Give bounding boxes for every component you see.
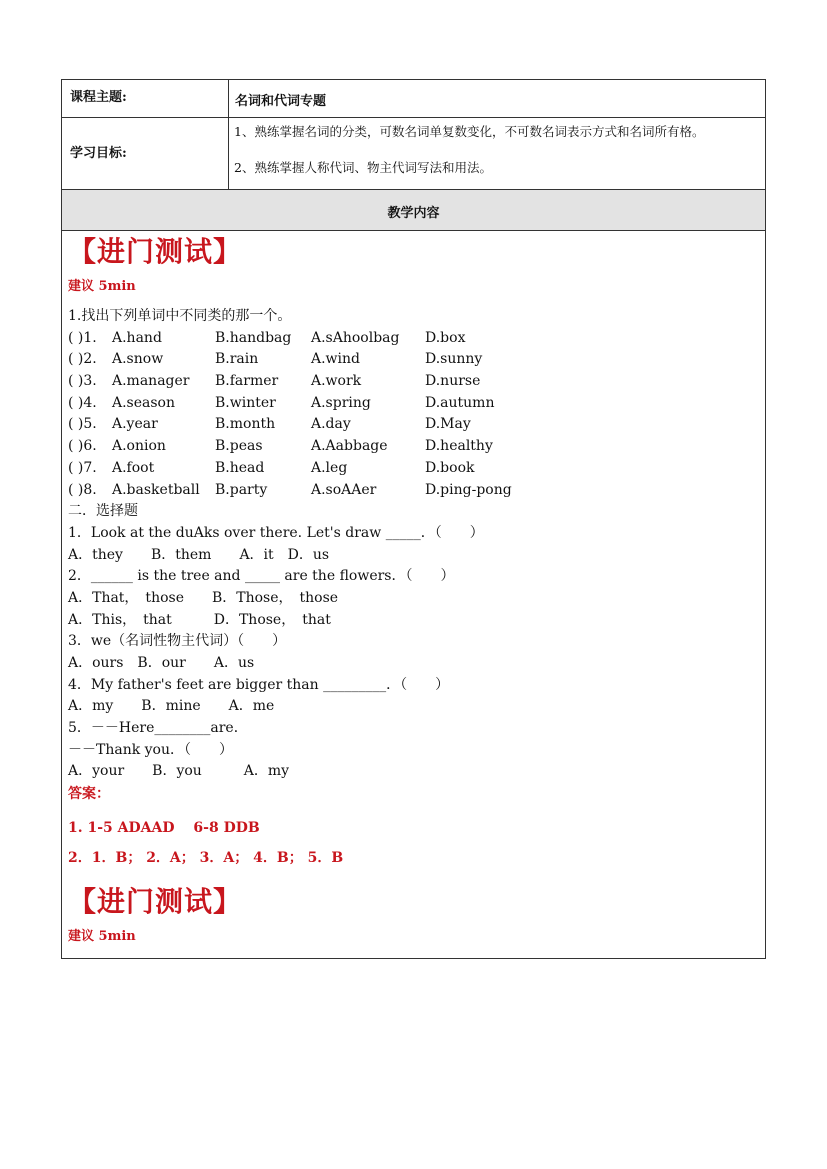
question-item: [68, 349, 761, 371]
option-d: D.nurse: [425, 373, 481, 390]
part2-title: 二．选择题: [68, 503, 138, 520]
option-d: D.May: [425, 416, 471, 433]
option-d: D.ping-pong: [425, 481, 512, 498]
option-b: B.peas: [215, 438, 263, 455]
option-c: A.soAAer: [311, 481, 377, 498]
question-item: [68, 436, 761, 458]
question-line: A．my B．mine A．me: [68, 698, 275, 715]
question-line: 5．－－Here________are．: [68, 720, 248, 737]
question-line: A．This， that D．Those， that: [68, 611, 331, 628]
option-b: B.head: [215, 459, 265, 476]
topic-label: 课程主题:: [70, 90, 127, 105]
part1-title: 1.找出下列单词中不同类的那一个。: [68, 308, 292, 324]
question-number: ( )8.: [68, 481, 97, 498]
answers-label: 答案：: [68, 786, 110, 803]
question-number: ( )1.: [68, 329, 97, 346]
option-b: B.month: [215, 416, 276, 433]
column-divider: [228, 80, 229, 190]
option-a: A.snow: [112, 351, 164, 368]
option-a: A.hand: [112, 329, 162, 346]
option-d: D.box: [425, 329, 466, 346]
option-b: B.handbag: [215, 329, 292, 346]
option-a: A.manager: [112, 373, 190, 390]
option-d: D.autumn: [425, 394, 495, 411]
question-line: 1．Look at the duAks over there. Let's draw _____．（ ）: [68, 524, 484, 541]
suggest-time: 建议 5min: [68, 929, 136, 945]
question-item: [68, 328, 761, 350]
option-c: A.spring: [311, 394, 371, 411]
option-a: A.foot: [112, 459, 155, 476]
question-number: ( )4.: [68, 394, 97, 411]
section-title: 【进门测试】: [68, 235, 243, 268]
question-line: 4．My father's feet are bigger than _________．（ ）: [68, 676, 450, 693]
goal-label: 学习目标:: [70, 146, 127, 161]
option-d: D.healthy: [425, 438, 493, 455]
section-title: 【进门测试】: [68, 885, 243, 919]
question-item: [68, 393, 761, 415]
question-number: ( )2.: [68, 351, 97, 368]
option-c: A.wind: [311, 351, 360, 368]
option-a: A.onion: [112, 438, 166, 455]
question-line: A．your B．you A．my: [68, 763, 290, 780]
option-b: B.rain: [215, 351, 259, 368]
content-heading: 教学内容: [387, 206, 440, 221]
option-c: A.sAhoolbag: [311, 329, 400, 346]
option-d: D.sunny: [425, 351, 483, 368]
option-a: A.season: [112, 394, 176, 411]
option-b: B.farmer: [215, 373, 279, 390]
lesson-sheet: [61, 79, 766, 959]
topic-value: 名词和代词专题: [235, 94, 327, 109]
question-number: ( )5.: [68, 416, 97, 433]
question-line: 3．we（名词性物主代词）（ ）: [68, 633, 287, 650]
question-line: 2．______ is the tree and _____ are the flowers．（ ）: [68, 568, 455, 585]
question-line: A．That， those B．Those， those: [68, 589, 339, 606]
option-a: A.year: [112, 416, 158, 433]
question-item: [68, 458, 761, 480]
option-c: A.work: [311, 373, 362, 390]
question-line: A．they B．them A．it D．us: [68, 546, 330, 563]
question-item: [68, 371, 761, 393]
topic-row: [62, 80, 765, 118]
goal-row: [62, 118, 765, 190]
question-item: [68, 480, 761, 502]
question-number: ( )3.: [68, 373, 97, 390]
answer-line: 2．1．B； 2．A； 3．A； 4．B； 5．B: [68, 850, 344, 867]
option-d: D.book: [425, 459, 475, 476]
question-item: [68, 414, 761, 436]
option-b: B.winter: [215, 394, 276, 411]
question-number: ( )6.: [68, 438, 97, 455]
answer-line: 1. 1-5 ADAAD 6-8 DDB: [68, 820, 260, 837]
option-c: A.leg: [311, 459, 348, 476]
option-b: B.party: [215, 481, 268, 498]
suggest-time: 建议 5min: [68, 279, 136, 294]
question-line: －－Thank you．（ ）: [68, 741, 234, 758]
goal-item: 2、熟练掌握人称代词、物主代词写法和用法。: [234, 160, 492, 175]
question-line: A．ours B．our A．us: [68, 655, 255, 671]
option-c: A.Aabbage: [311, 438, 388, 455]
content-heading-row: [62, 190, 765, 231]
option-a: A.basketball: [112, 481, 200, 498]
question-number: ( )7.: [68, 459, 97, 476]
goal-item: 1、熟练掌握名词的分类，可数名词单复数变化，不可数名词表示方式和名词所有格。: [234, 124, 705, 139]
option-c: A.day: [311, 416, 351, 433]
content-area: [68, 233, 761, 945]
